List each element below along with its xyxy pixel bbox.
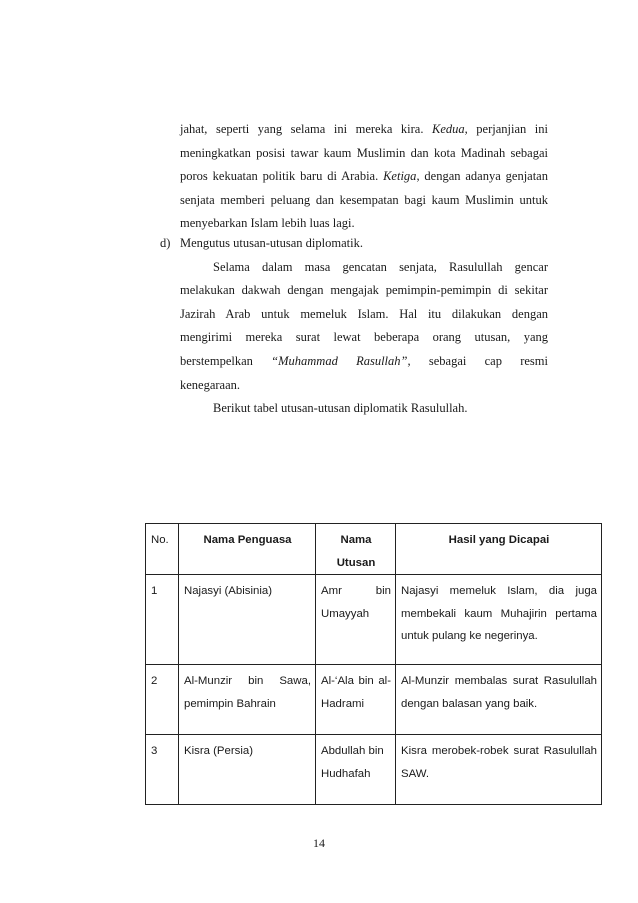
text-line: jahat, seperti yang selama ini mereka kira. Kedua, perjanjian ini — [180, 122, 548, 136]
text-line: senjata memberi peluang dan kesempatan bagi kaum Muslimin untuk — [180, 192, 548, 207]
header-hasil: Hasil yang Dicapai — [396, 524, 602, 575]
cell-utusan: Al-‘Ala bin al-Hadrami — [316, 665, 396, 735]
header-utusan: Nama Utusan — [316, 524, 396, 575]
cell-hasil: Kisra merobek-robek surat Rasulullah SAW. — [396, 735, 602, 805]
page-number: 14 — [313, 836, 325, 850]
diplomatic-envoys-table — [145, 523, 602, 805]
text-line: mengirimi mereka surat lewat beberapa orang utusan, yang — [180, 330, 548, 345]
text-line: Jazirah Arab untuk memeluk Islam. Hal itu dilakukan dengan — [180, 306, 548, 321]
header-no: No. — [146, 524, 179, 575]
table-intro: Berikut tabel utusan-utusan diplomatik Rasulullah. — [213, 401, 468, 416]
cell-no: 1 — [146, 575, 179, 665]
cell-penguasa: Al-Munzir bin Sawa, pemimpin Bahrain — [179, 665, 316, 735]
section-d — [180, 232, 548, 421]
text-line: poros kekuatan politik baru di Arabia. Ketiga, dengan adanya genjatan — [180, 169, 548, 184]
table-row — [146, 735, 602, 805]
section-heading: Mengutus utusan-utusan diplomatik. — [180, 236, 363, 250]
table-row — [146, 575, 602, 665]
text-line: berstempelkan “Muhammad Rasullah”, sebagai cap resmi — [180, 353, 548, 368]
table-row — [146, 665, 602, 735]
cell-penguasa: Kisra (Persia) — [179, 735, 316, 805]
list-marker: d) — [160, 236, 171, 250]
cell-no: 2 — [146, 665, 179, 735]
header-penguasa: Nama Penguasa — [179, 524, 316, 575]
cell-hasil: Najasyi memeluk Islam, dia juga membekali kaum Muhajirin pertama untuk pulang ke negerinya. — [396, 575, 602, 665]
text-line: melakukan dakwah dengan mengajak pemimpin-pemimpin di sekitar — [180, 283, 548, 298]
text-line: kenegaraan. — [180, 377, 241, 392]
text-line: menyebarkan Islam lebih luas lagi. — [180, 216, 355, 231]
table-header-row — [146, 524, 602, 575]
cell-utusan: Amr bin Umayyah — [316, 575, 396, 665]
cell-no: 3 — [146, 735, 179, 805]
paragraph-continuation — [180, 118, 548, 236]
cell-hasil: Al-Munzir membalas surat Rasulullah dengan balasan yang baik. — [396, 665, 602, 735]
cell-penguasa: Najasyi (Abisinia) — [179, 575, 316, 665]
text-line: Selama dalam masa gencatan senjata, Rasulullah gencar — [213, 259, 548, 274]
text-line: meningkatkan posisi tawar kaum Muslimin dan kota Madinah sebagai — [180, 145, 548, 160]
cell-utusan: Abdullah bin Hudhafah — [316, 735, 396, 805]
